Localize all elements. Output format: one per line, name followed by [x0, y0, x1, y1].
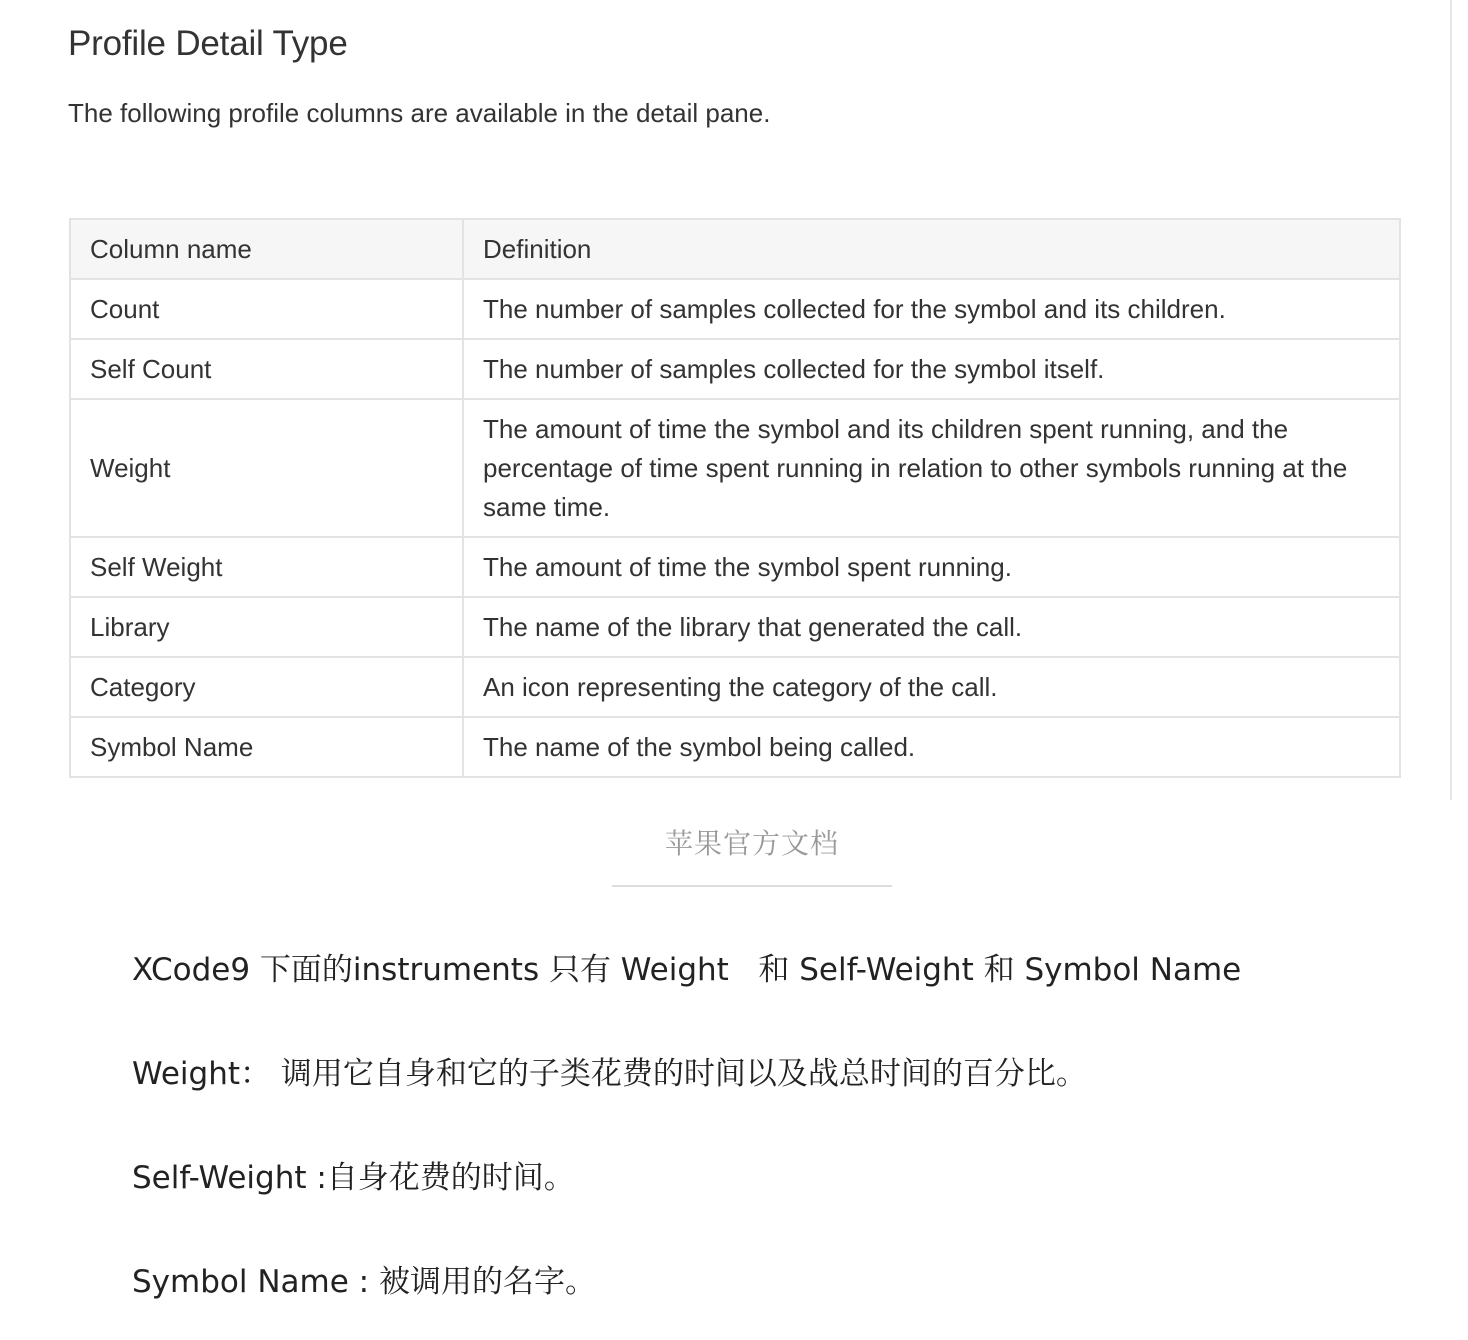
table-row: [70, 339, 1400, 399]
row-definition: An icon representing the category of the call.: [463, 657, 1400, 717]
table-row: [70, 717, 1400, 777]
row-definition: The number of samples collected for the symbol itself.: [463, 339, 1400, 399]
caption-divider: [612, 885, 892, 887]
table-row: [70, 537, 1400, 597]
table-header-row: [70, 219, 1400, 279]
doc-intro: The following profile columns are available in the detail pane.: [68, 98, 771, 128]
row-name: Count: [70, 279, 463, 339]
header-definition: Definition: [463, 219, 1400, 279]
doc-title: Profile Detail Type: [68, 24, 348, 63]
image-caption: 苹果官方文档: [664, 827, 839, 860]
table-row: [70, 657, 1400, 717]
header-column-name: Column name: [70, 219, 463, 279]
row-name: Library: [70, 597, 463, 657]
row-name: Category: [70, 657, 463, 717]
table-row: [70, 399, 1400, 537]
paragraph-self-weight: Self-Weight :自身花费的时间。: [132, 1160, 575, 1196]
row-definition: The name of the symbol being called.: [463, 717, 1400, 777]
row-definition: The amount of time the symbol and its children spent running, and the percentage of time spent running in relation to other symbols running at the same time.: [463, 399, 1400, 537]
table-row: [70, 597, 1400, 657]
row-definition: The name of the library that generated the call.: [463, 597, 1400, 657]
paragraph-xcode9-columns: XCode9 下面的instruments 只有 Weight 和 Self-Weight 和 Symbol Name: [132, 952, 1242, 988]
row-name: Self Weight: [70, 537, 463, 597]
row-name: Symbol Name: [70, 717, 463, 777]
row-definition: The number of samples collected for the symbol and its children.: [463, 279, 1400, 339]
profile-columns-table: [69, 218, 1401, 778]
paragraph-symbol-name: Symbol Name : 被调用的名字。: [132, 1264, 596, 1300]
table-row: [70, 279, 1400, 339]
row-name: Self Count: [70, 339, 463, 399]
row-name: Weight: [70, 399, 463, 537]
paragraph-weight: Weight： 调用它自身和它的子类花费的时间以及战总时间的百分比。: [132, 1056, 1087, 1092]
row-definition: The amount of time the symbol spent running.: [463, 537, 1400, 597]
